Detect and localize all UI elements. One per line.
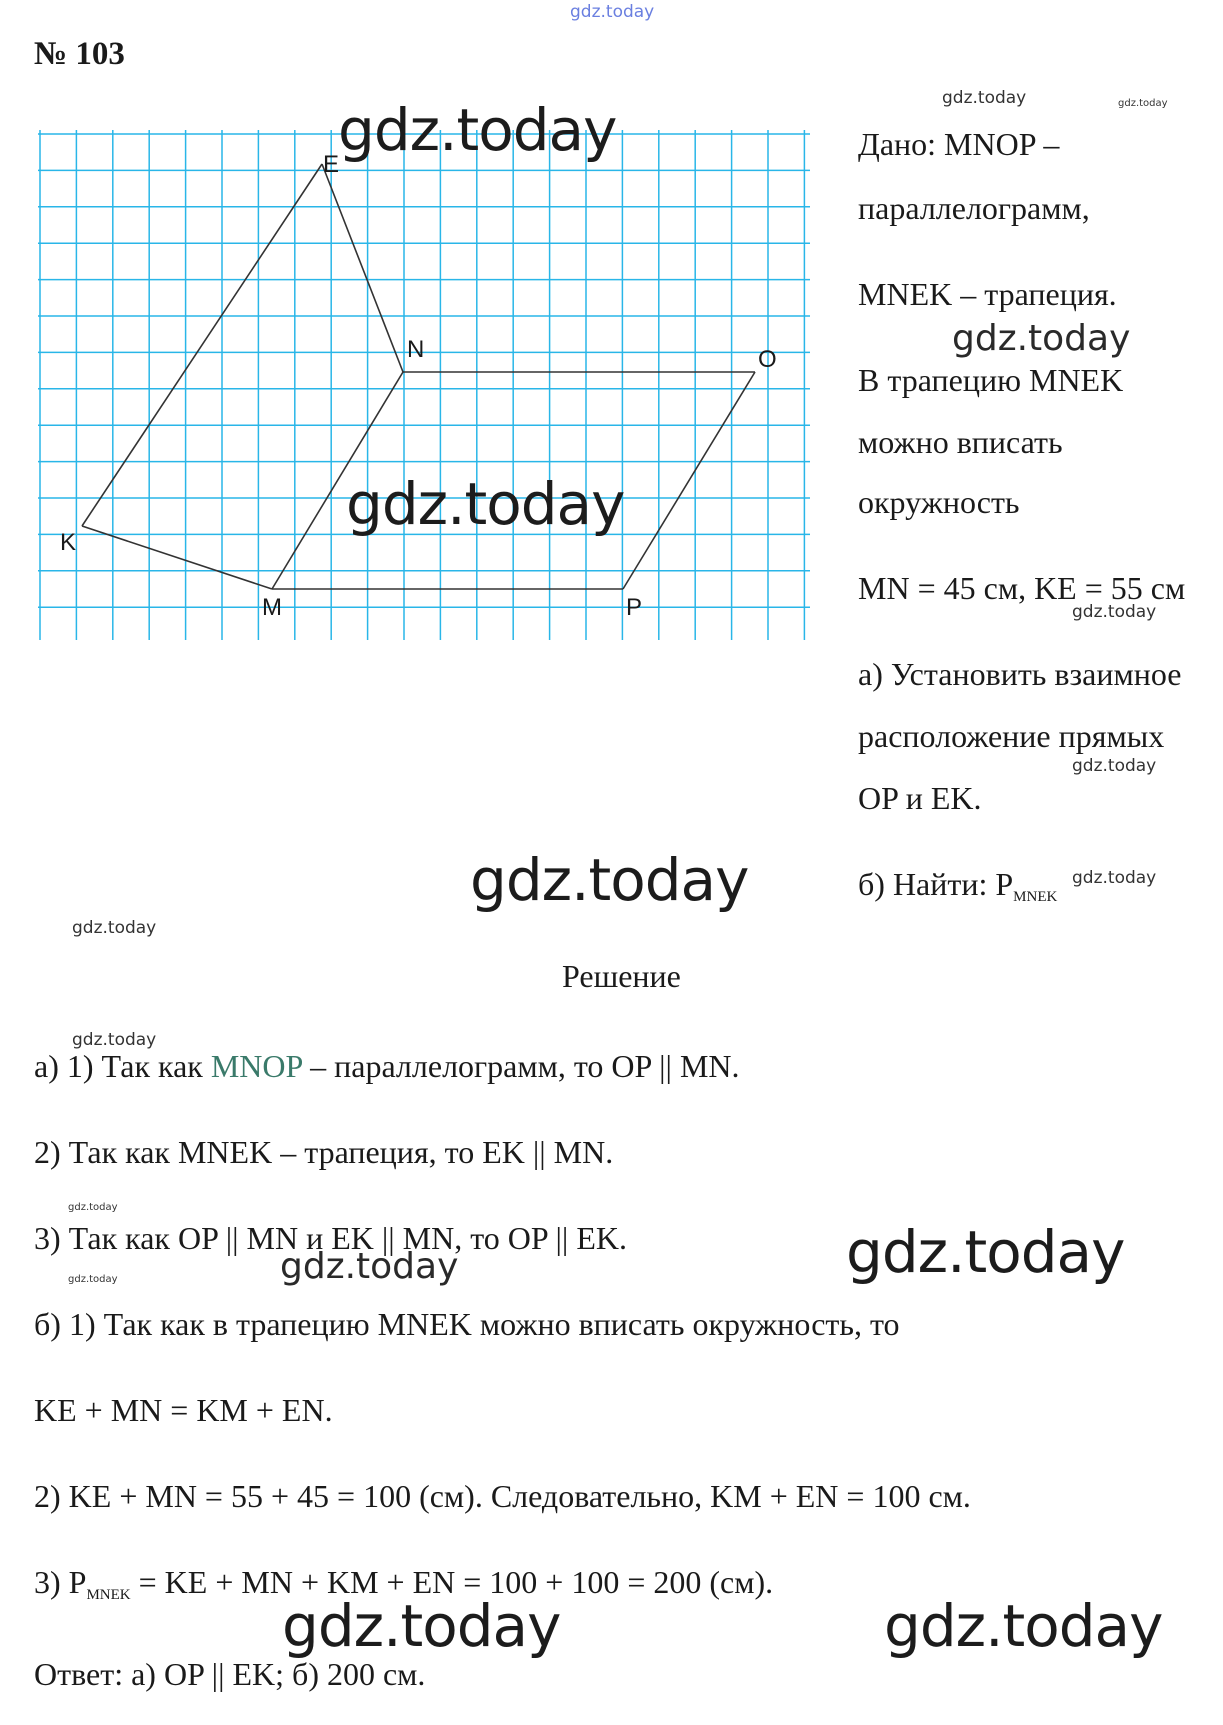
watermark-bottom-left: gdz.today (282, 1592, 561, 1660)
given-line-9: расположение прямых (858, 718, 1165, 754)
watermark-middle: gdz.today (470, 846, 749, 914)
watermark-given-5: gdz.today (1072, 756, 1157, 776)
label-k: K (60, 529, 77, 556)
grid (38, 130, 810, 640)
watermark-left-4: gdz.today (280, 1246, 459, 1287)
perimeter-symbol: P (995, 866, 1014, 902)
segment-ke (82, 164, 322, 526)
solution-b1-equation: KE + MN = KM + EN. (34, 1392, 333, 1428)
given-line-10: OP и EK. (858, 780, 982, 816)
label-e: E (323, 151, 340, 178)
watermark-figure-center: gdz.today (346, 470, 625, 538)
answer: Ответ: а) OP || EK; б) 200 см. (34, 1656, 426, 1692)
find-label: б) Найти: (858, 866, 988, 902)
label-n: N (407, 336, 425, 363)
label-o: O (758, 346, 777, 373)
solution-a1-prefix: а) 1) Так как (34, 1048, 211, 1084)
given-line-8: а) Установить взаимное (858, 656, 1182, 692)
given-line-11 (858, 866, 1057, 906)
given-line-7: MN = 45 см, KE = 55 см (858, 570, 1186, 606)
given-line-4: В трапецию MNEK (858, 362, 1124, 398)
watermark-left-5: gdz.today (68, 1274, 118, 1285)
solution-b3-prefix: 3) (34, 1564, 61, 1600)
solution-b3-perimeter: P (68, 1564, 87, 1600)
watermark-figure-top: gdz.today (338, 96, 617, 164)
solution-heading: Решение (562, 958, 681, 994)
given-line-6: окружность (858, 484, 1020, 520)
watermark-given-4: gdz.today (1072, 602, 1157, 622)
given-line-2: параллелограмм, (858, 190, 1090, 226)
watermark-bottom-right: gdz.today (884, 1592, 1163, 1660)
solution-a1-suffix: – параллелограмм, то OP || MN. (302, 1048, 740, 1084)
solution-b3-suffix: = KE + MN + KM + EN = 100 + 100 = 200 (см). (138, 1564, 774, 1600)
solution-a1 (34, 1048, 740, 1085)
watermark-given-2: gdz.today (1118, 98, 1168, 109)
solution-b2: 2) KE + MN = 55 + 45 = 100 (см). Следовательно, KM + EN = 100 см. (34, 1478, 971, 1514)
label-p: P (626, 594, 643, 621)
solution-a2: 2) Так как MNEK – трапеция, то EK || MN. (34, 1134, 614, 1170)
geometry-figure (30, 110, 820, 650)
perimeter-subscript: MNEK (1013, 889, 1058, 905)
label-m: M (262, 594, 282, 621)
given-line-3: MNEK – трапеция. (858, 276, 1117, 312)
watermark-given-3: gdz.today (952, 318, 1131, 359)
solution-a1-highlight: MNOP (210, 1048, 303, 1084)
segment-op (623, 372, 755, 589)
solution-a3: 3) Так как OP || MN и EK || MN, то OP || EK. (34, 1220, 627, 1256)
given-line-5: можно вписать (858, 424, 1063, 460)
segment-km (82, 526, 272, 589)
watermark-left-1: gdz.today (72, 918, 157, 938)
watermark-top: gdz.today (570, 2, 655, 22)
solution-b1: б) 1) Так как в трапецию MNEK можно вписать окружность, то (34, 1306, 900, 1342)
solution-b3-subscript: MNEK (86, 1587, 131, 1603)
given-line-1: Дано: MNOP – (858, 126, 1060, 162)
watermark-right-1: gdz.today (846, 1218, 1125, 1286)
watermark-given-1: gdz.today (942, 88, 1027, 108)
segment-en (322, 164, 403, 372)
watermark-left-2: gdz.today (72, 1030, 157, 1050)
problem-number: № 103 (34, 36, 125, 72)
watermark-given-6: gdz.today (1072, 868, 1157, 888)
watermark-left-3: gdz.today (68, 1202, 118, 1213)
